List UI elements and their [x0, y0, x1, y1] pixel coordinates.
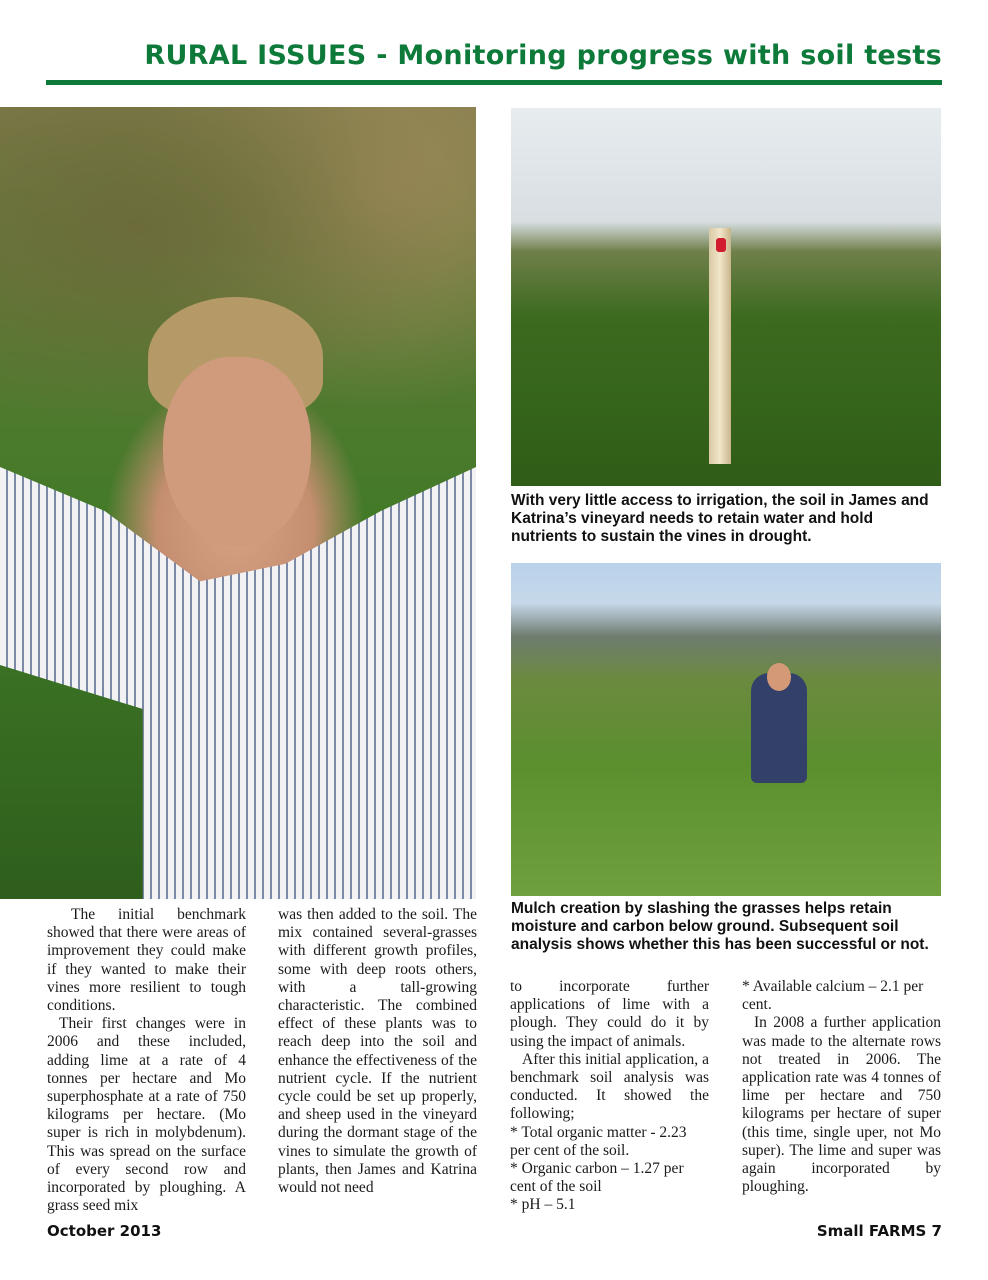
- list-item: * Available calcium – 2.1 per cent.: [742, 978, 924, 1014]
- list-item: * Organic carbon – 1.27 per cent of the soil: [510, 1160, 684, 1196]
- paragraph: In 2008 a further application was made to the alternate rows not treated in 2006. The application rate was 4 tonnes of lime per hectare and 750 kilograms per hectare of super (this time, single uper, not Mo super). The lime and super was again incorporated by ploughing.: [742, 1014, 941, 1196]
- list-item: * Total organic matter - 2.23 per cent of the soil.: [510, 1123, 687, 1159]
- paragraph: Their first changes were in 2006 and these included, adding lime at a rate of 4 tonnes per hectare and Mo superphosphate at a rate of 750 kilograms per hectare. (Mo super is rich in molybdenum). This was spread on the surface of every second row and incorporated by ploughing. A grass seed mix: [47, 1015, 246, 1215]
- paragraph: to incorporate further applications of lime with a plough. They could do it by using the impact of animals.: [510, 978, 709, 1050]
- farmer-head: [767, 663, 791, 691]
- article-column-3: [510, 978, 709, 1215]
- article-column-2: [278, 906, 477, 1197]
- issue-date: October 2013: [47, 1222, 162, 1240]
- header-rule: [46, 80, 942, 85]
- list-item: * pH – 5.1: [510, 1196, 576, 1214]
- post-marker: [716, 238, 726, 252]
- portrait-photo: [0, 107, 476, 899]
- paragraph: was then added to the soil. The mix contained several-grasses with different growth profiles, some with deep roots others, with a tall-growing characteristic. The combined effect of these plants was to reach deep into the soil and enhance the effectiveness of the nutrient cycle. If the nutrient cycle could be set up properly, and sheep used in the vineyard during the dormant stage of the vines to simulate the growth of plants, then James and Katrina would not need: [278, 906, 477, 1197]
- article-column-4: [742, 978, 941, 1196]
- paragraph: The initial benchmark showed that there were areas of improvement they could make if they wanted to make their vines more resilient to tough conditions.: [47, 906, 246, 1015]
- page-title: RURAL ISSUES - Monitoring progress with soil tests: [144, 40, 942, 71]
- article-column-1: [47, 906, 246, 1215]
- vineyard-photo-2: [511, 563, 941, 896]
- face: [163, 357, 311, 547]
- paragraph: After this initial application, a benchmark soil analysis was conducted. It showed the following;: [510, 1050, 709, 1123]
- photo-caption-2: Mulch creation by slashing the grasses helps retain moisture and carbon below ground. Subsequent soil analysis shows whether this has been successful or not.: [511, 900, 929, 953]
- vineyard-photo-1: [511, 108, 941, 486]
- photo-caption-1: With very little access to irrigation, the soil in James and Katrina’s vineyard needs to retain water and hold nutrients to sustain the vines in drought.: [511, 492, 929, 545]
- page-number: Small FARMS 7: [816, 1222, 942, 1240]
- fence-post: [709, 228, 731, 464]
